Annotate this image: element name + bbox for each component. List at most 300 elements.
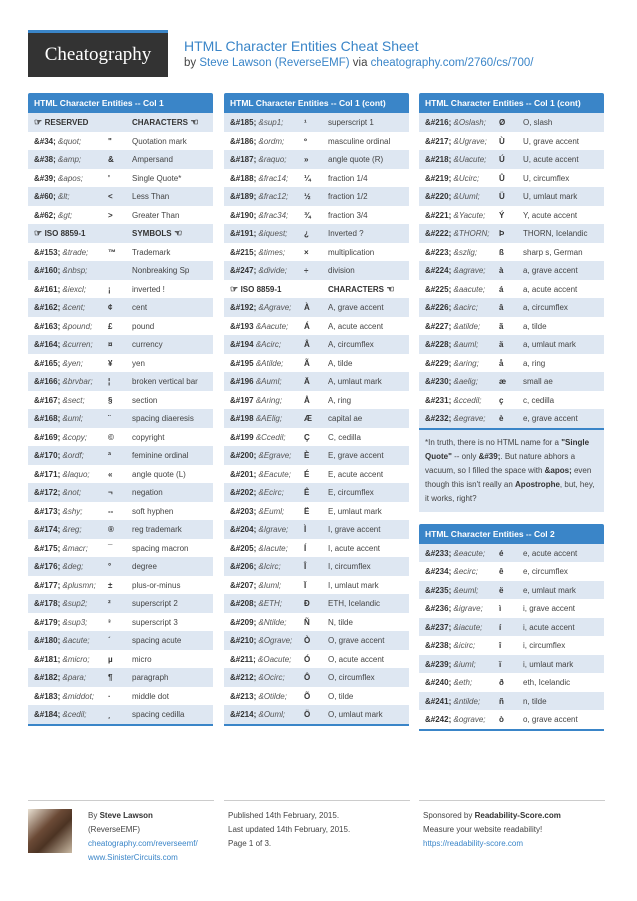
entity-name: &Aacute; (255, 321, 289, 331)
entity-description: spacing acute (126, 631, 213, 650)
block-title: HTML Character Entities -- Col 1 (28, 93, 213, 113)
table-row (419, 636, 604, 655)
entity-number: &#215; (230, 247, 257, 257)
table-row (419, 372, 604, 391)
entity-name: &reg; (62, 525, 82, 534)
section-row (28, 224, 213, 243)
note-bold: Apostrophe (515, 479, 560, 489)
entity-number: &#162; (34, 303, 61, 312)
table-row (224, 150, 409, 169)
entity-description: c, cedilla (517, 391, 604, 410)
entity-number: &#216; (425, 118, 452, 127)
entity-description: E, grave accent (322, 446, 409, 465)
entity-number: &#198 (230, 414, 254, 423)
entity-number: &#188; (230, 173, 257, 183)
table-row (419, 692, 604, 711)
entity-glyph: Ç (300, 428, 322, 447)
entity-name: &Atilde; (255, 358, 284, 368)
entity-description: angle quote (L) (126, 465, 213, 484)
section-left-text: ISO 8859-1 (240, 284, 282, 294)
entity-code (419, 187, 495, 206)
entity-glyph: ¥ (104, 354, 126, 373)
entity-name: &Igrave; (258, 525, 289, 534)
entity-code (28, 668, 104, 687)
entity-number: &#166; (34, 377, 61, 386)
entity-code (224, 557, 300, 576)
entity-number: &#239; (425, 659, 452, 669)
entity-name: &auml; (453, 340, 479, 349)
entity-code (28, 594, 104, 613)
entity-code (28, 576, 104, 595)
entity-name: &Uuml; (453, 192, 480, 201)
entity-name: &aelig; (453, 377, 478, 386)
entity-number: &#187; (230, 155, 257, 164)
section-right-text: CHARACTERS (328, 284, 384, 294)
block-col1 (28, 93, 213, 726)
entity-number: &#231; (425, 395, 452, 405)
entity-description: Nonbreaking Sp (126, 261, 213, 280)
entity-name: &Agrave; (258, 303, 292, 312)
entity-name: &aring; (453, 358, 479, 368)
sheet-url-link[interactable]: cheatography.com/2760/cs/700/ (370, 57, 534, 69)
table-row (419, 354, 604, 373)
entity-code (419, 562, 495, 581)
table-row (419, 391, 604, 410)
entity-code (28, 391, 104, 410)
entity-code (224, 631, 300, 650)
entity-code (419, 391, 495, 410)
entity-number: &#212; (230, 673, 257, 682)
section-label-left (28, 113, 126, 132)
entity-name: &frac14; (258, 173, 289, 183)
table-row (224, 613, 409, 632)
entity-code (28, 613, 104, 632)
entity-code (224, 705, 300, 724)
entity-number: &#204; (230, 525, 257, 534)
entity-description: superscript 2 (126, 594, 213, 613)
entity-glyph: « (104, 465, 126, 484)
entity-glyph: Ô (300, 668, 322, 687)
entity-name: &sup1; (258, 118, 284, 127)
entity-number: &#242; (425, 715, 452, 724)
entity-glyph: ï (495, 655, 517, 674)
table-row (224, 169, 409, 188)
entity-number: &#217; (425, 136, 452, 146)
entity-number: &#183; (34, 691, 61, 701)
entity-code (224, 428, 300, 447)
table-row (28, 280, 213, 299)
entity-number: &#241; (425, 696, 452, 706)
entity-glyph: Ú (495, 150, 517, 169)
entity-name: &Yacute; (453, 210, 486, 220)
entity-glyph: Ì (300, 520, 322, 539)
entities-table (28, 113, 213, 724)
table-row (28, 150, 213, 169)
entity-number: &#208; (230, 599, 257, 608)
entity-glyph: Ã (300, 354, 322, 373)
entity-code (28, 687, 104, 706)
table-row (224, 520, 409, 539)
note-text: -- only (451, 451, 479, 461)
entity-code (28, 243, 104, 262)
table-row (419, 224, 604, 243)
entity-description: sharp s, German (517, 243, 604, 262)
entity-description: broken vertical bar (126, 372, 213, 391)
entity-code (224, 520, 300, 539)
table-row (419, 298, 604, 317)
entity-number: &#160; (34, 266, 61, 275)
entity-description: U, grave accent (517, 132, 604, 151)
entity-code (419, 354, 495, 373)
entity-description: negation (126, 483, 213, 502)
block-title: HTML Character Entities -- Col 2 (419, 524, 604, 544)
entity-number: &#226; (425, 303, 452, 312)
entity-number: &#169; (34, 432, 61, 442)
entity-glyph: > (104, 206, 126, 225)
note-bold: &#39; (478, 451, 501, 461)
entity-name: &icirc; (453, 641, 476, 650)
entity-code (28, 650, 104, 669)
updated-date: Last updated 14th February, 2015. (228, 825, 351, 834)
hand-point-left-icon: ☜ (384, 283, 395, 294)
entity-description: a, acute accent (517, 280, 604, 299)
table-row (28, 298, 213, 317)
section-label-left (224, 280, 322, 299)
entity-code (28, 317, 104, 336)
table-row (224, 132, 409, 151)
entity-number: &#184; (34, 710, 61, 719)
entity-glyph: Ë (300, 502, 322, 521)
hand-point-right-icon: ☞ (34, 117, 45, 127)
entity-number: &#247; (230, 266, 257, 275)
entity-glyph: é (495, 544, 517, 563)
entity-code (224, 261, 300, 280)
block-title: HTML Character Entities -- Col 1 (cont) (419, 93, 604, 113)
hand-point-right-icon: ☞ (34, 228, 45, 238)
entity-name: &iquest; (258, 229, 288, 238)
entity-number: &#214; (230, 710, 257, 719)
note-bold: "Single Quote" (425, 437, 590, 461)
entity-code (419, 298, 495, 317)
author-avatar[interactable] (28, 809, 72, 853)
table-row (419, 335, 604, 354)
entity-description: Single Quote* (126, 169, 213, 188)
section-left-text: RESERVED (44, 118, 89, 127)
entity-code (28, 298, 104, 317)
entity-glyph: ¦ (104, 372, 126, 391)
entity-name: &szlig; (453, 247, 478, 257)
entity-code (224, 243, 300, 262)
entity-description: micro (126, 650, 213, 669)
entity-glyph: Ó (300, 650, 322, 669)
entity-description: eth, Icelandic (517, 673, 604, 692)
entity-code (28, 187, 104, 206)
entity-name: &plusmn; (62, 580, 96, 590)
entity-number: &#176; (34, 562, 61, 571)
page-number: Page 1 of 3. (228, 839, 272, 848)
entity-code (224, 224, 300, 243)
table-row (224, 317, 409, 336)
entity-name: &sup3; (62, 617, 88, 627)
entity-number: &#189; (230, 192, 257, 201)
entity-number: &#190; (230, 210, 257, 220)
table-row (28, 705, 213, 724)
footer-author (28, 800, 214, 865)
entity-name: &micro; (62, 654, 90, 664)
entity-name: &iexcl; (62, 284, 87, 294)
entity-name: &Otilde; (258, 691, 287, 701)
table-row (28, 132, 213, 151)
entity-description: A, circumflex (322, 335, 409, 354)
entity-number: &#223; (425, 247, 452, 257)
entity-number: &#60; (34, 192, 56, 201)
entity-glyph: À (300, 298, 322, 317)
entity-name: &frac12; (258, 192, 289, 201)
entity-glyph: ª (104, 446, 126, 465)
entity-name: &curren; (62, 340, 93, 349)
table-row (224, 483, 409, 502)
entity-glyph: á (495, 280, 517, 299)
entity-description: O, umlaut mark (322, 705, 409, 724)
entity-glyph: É (300, 465, 322, 484)
entity-description: A, grave accent (322, 298, 409, 317)
entity-glyph: ¨ (104, 409, 126, 428)
entity-number: &#186; (230, 136, 257, 146)
entity-description: Inverted ? (322, 224, 409, 243)
entity-code (28, 520, 104, 539)
entity-description: e, grave accent (517, 409, 604, 428)
entity-number: &#39; (34, 173, 56, 183)
entity-description: cent (126, 298, 213, 317)
table-row (28, 539, 213, 558)
column-3 (419, 93, 604, 741)
entity-description: spacing cedilla (126, 705, 213, 724)
entity-number: &#192; (230, 303, 257, 312)
table-row (419, 132, 604, 151)
entity-number: &#197 (230, 395, 254, 405)
entity-glyph: è (495, 409, 517, 428)
column-2 (224, 93, 409, 736)
table-row (224, 594, 409, 613)
entity-code (224, 465, 300, 484)
entity-description: section (126, 391, 213, 410)
entity-glyph: Ä (300, 372, 322, 391)
entity-name: &acirc; (453, 303, 478, 312)
entity-number: &#237; (425, 622, 452, 632)
entity-glyph: Û (495, 169, 517, 188)
entity-name: &ETH; (258, 599, 283, 608)
entity-description: e, umlaut mark (517, 581, 604, 600)
table-row (419, 280, 604, 299)
table-row (224, 391, 409, 410)
entity-glyph: µ (104, 650, 126, 669)
cheatography-logo[interactable]: Cheatography (28, 30, 168, 77)
entity-number: &#171; (34, 469, 61, 479)
entity-name: &Iuml; (258, 580, 282, 590)
entity-glyph: ² (104, 594, 126, 613)
entity-number: &#232; (425, 414, 452, 423)
entity-code (224, 650, 300, 669)
sponsor-name: Readability-Score.com (474, 811, 561, 820)
entity-name: &AElig; (255, 414, 283, 423)
entities-table (419, 544, 604, 729)
block-col2 (419, 524, 604, 731)
entity-description: O, grave accent (322, 631, 409, 650)
entity-description: i, umlaut mark (517, 655, 604, 674)
table-row (224, 576, 409, 595)
table-row (224, 650, 409, 669)
entity-code (419, 169, 495, 188)
entity-number: &#218; (425, 155, 452, 164)
table-row (224, 261, 409, 280)
entity-name: &Aring; (255, 395, 283, 405)
entity-glyph: Ø (495, 113, 517, 132)
entity-glyph: Ñ (300, 613, 322, 632)
entity-glyph: ¢ (104, 298, 126, 317)
entity-number: &#209; (230, 617, 257, 627)
entity-glyph: ¿ (300, 224, 322, 243)
entity-code (28, 372, 104, 391)
entity-name: &divide; (258, 266, 287, 275)
entity-description: E, circumflex (322, 483, 409, 502)
table-row (224, 428, 409, 447)
entity-number: &#181; (34, 654, 61, 664)
entity-code (28, 150, 104, 169)
entity-number: &#227; (425, 321, 452, 331)
entity-glyph: î (495, 636, 517, 655)
entity-name: &eth; (453, 678, 473, 687)
entity-glyph: ä (495, 335, 517, 354)
entity-description: Quotation mark (126, 132, 213, 151)
block-title: HTML Character Entities -- Col 1 (cont) (224, 93, 409, 113)
entity-glyph: © (104, 428, 126, 447)
entity-name: &Egrave; (258, 451, 292, 460)
entity-name: &ecirc; (453, 567, 478, 576)
entity-code (224, 409, 300, 428)
entity-glyph: ¸ (104, 705, 126, 724)
entity-glyph: £ (104, 317, 126, 336)
entity-name: &Euml; (258, 506, 285, 516)
entity-name: &Acirc; (255, 340, 282, 349)
entity-glyph: ± (104, 576, 126, 595)
via-label: via (352, 57, 368, 69)
section-label-left (28, 224, 126, 243)
entity-glyph: Ò (300, 631, 322, 650)
block-col1-cont-b (419, 93, 604, 430)
entity-description: I, circumflex (322, 557, 409, 576)
sponsor-link[interactable]: https://readability-score.com (423, 839, 524, 848)
note-text: even though this isn't really an (425, 465, 592, 489)
table-row (419, 187, 604, 206)
entity-name: &laquo; (62, 469, 90, 479)
entity-number: &#196 (230, 377, 254, 386)
entity-glyph: ´ (104, 631, 126, 650)
entity-code (419, 692, 495, 711)
author-website-link[interactable]: www.SinisterCircuits.com (88, 853, 178, 862)
hand-point-right-icon: ☞ (230, 283, 241, 294)
sponsor-tagline: Measure your website readability! (423, 825, 543, 834)
entity-name: &brvbar; (62, 377, 93, 386)
entity-description: degree (126, 557, 213, 576)
table-row (419, 618, 604, 637)
entity-glyph: · (104, 687, 126, 706)
entity-name: &ograve; (453, 715, 486, 724)
entity-code (419, 655, 495, 674)
entity-description: Ampersand (126, 150, 213, 169)
note-text: . But nature abhors a vacuum, so I filled the space with (425, 451, 576, 475)
entity-description: plus-or-minus (126, 576, 213, 595)
entity-description: e, acute accent (517, 544, 604, 563)
entity-name: &Eacute; (258, 469, 291, 479)
entity-description: ETH, Icelandic (322, 594, 409, 613)
entity-glyph: ¾ (300, 206, 322, 225)
table-row (28, 502, 213, 521)
entity-name: &frac34; (258, 210, 289, 220)
entity-code (28, 705, 104, 724)
entity-number: &#167; (34, 395, 61, 405)
entity-glyph: ë (495, 581, 517, 600)
author-profile-link[interactable]: cheatography.com/reverseemf/ (88, 839, 198, 848)
entity-description: a, ring (517, 354, 604, 373)
section-label-right (126, 224, 213, 243)
table-row (419, 409, 604, 428)
note-bold: &apos; (544, 465, 572, 475)
table-row (224, 409, 409, 428)
entity-glyph: Ù (495, 132, 517, 151)
entity-name: &Auml; (255, 377, 282, 386)
entity-number: &#175; (34, 543, 61, 553)
entity-number: &#236; (425, 604, 452, 613)
entity-glyph: " (104, 132, 126, 151)
page-header (28, 30, 618, 78)
entities-table (419, 113, 604, 428)
author-link[interactable]: Steve Lawson (ReverseEMF) (199, 57, 350, 69)
page-title[interactable]: HTML Character Entities Cheat Sheet (184, 38, 419, 54)
entity-description: O, acute accent (322, 650, 409, 669)
table-row (28, 520, 213, 539)
entity-description: division (322, 261, 409, 280)
entity-description: pound (126, 317, 213, 336)
entity-number: &#222; (425, 229, 452, 238)
entity-number: &#180; (34, 636, 61, 645)
entity-description: feminine ordinal (126, 446, 213, 465)
entity-description: reg trademark (126, 520, 213, 539)
entity-description: I, grave accent (322, 520, 409, 539)
entity-number: &#62; (34, 210, 56, 220)
entity-description: E, umlaut mark (322, 502, 409, 521)
entity-number: &#174; (34, 525, 61, 534)
entity-number: &#234; (425, 567, 452, 576)
entity-description: a, tilde (517, 317, 604, 336)
entity-number: &#233; (425, 548, 452, 558)
table-row (224, 446, 409, 465)
entity-glyph: Î (300, 557, 322, 576)
entity-description: soft hyphen (126, 502, 213, 521)
entity-code (419, 372, 495, 391)
entity-name: &Uacute; (453, 155, 487, 164)
entity-glyph: ñ (495, 692, 517, 711)
entity-name: &deg; (62, 562, 84, 571)
entity-number: &#205; (230, 543, 257, 553)
entity-name: &not; (62, 488, 82, 497)
entity-glyph: Ð (300, 594, 322, 613)
entity-description: superscript 3 (126, 613, 213, 632)
entity-name: &Ntilde; (258, 617, 287, 627)
entity-name: &ntilde; (453, 696, 481, 706)
entity-description: paragraph (126, 668, 213, 687)
entity-code (419, 618, 495, 637)
entity-name: &Ugrave; (453, 136, 487, 146)
